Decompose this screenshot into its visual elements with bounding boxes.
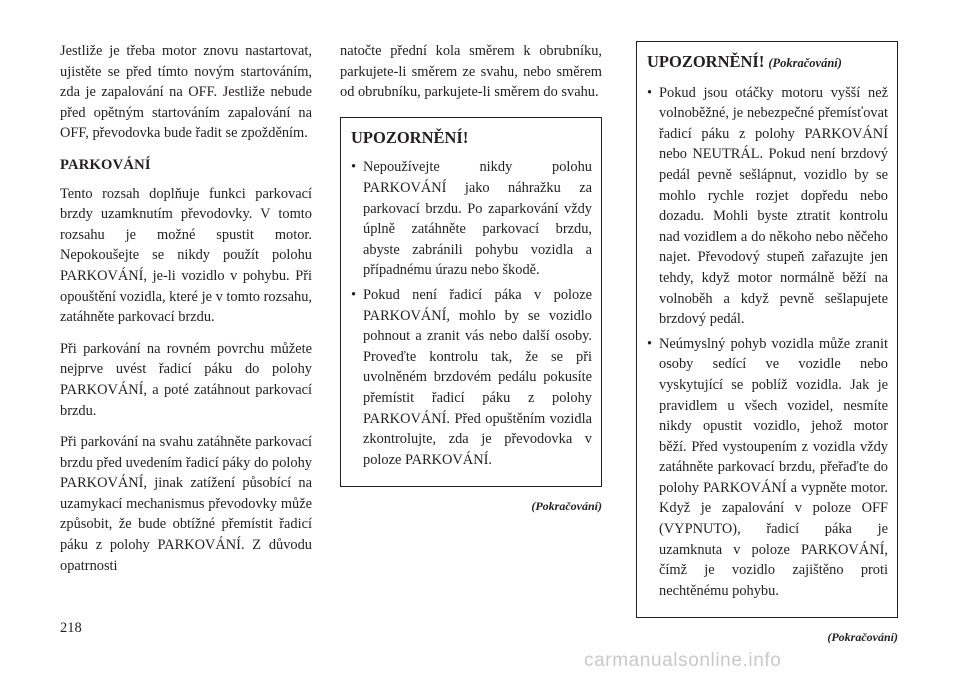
parking-paragraph-3: Při parkování na svahu zatáhněte parkovací brzdu před uvedením řadicí páky do polohy PARKOVÁNÍ, jinak zatížení působící na uzamykací mechanismus převodovky může způsobit, že bude obtížné přemístit řadicí páku z polohy PARKOVÁNÍ. Z důvodu opatrnosti bbox=[60, 434, 312, 574]
watermark: carmanualsonline.info bbox=[584, 650, 782, 671]
warning-item bbox=[647, 83, 888, 330]
right-column bbox=[636, 41, 898, 648]
bullet-icon: • bbox=[647, 335, 653, 352]
left-column bbox=[60, 41, 312, 587]
continued-note: (Pokračování) bbox=[827, 630, 898, 645]
warning-title bbox=[351, 128, 592, 149]
warning-list bbox=[351, 157, 592, 470]
bullet-icon: • bbox=[647, 84, 653, 101]
warning-item-text: Pokud není řadicí páka v poloze PARKOVÁNÍ, mohlo by se vozidlo pohnout a zranit vás nebo další osoby. Proveďte kontrolu tak, že se při uvolněném brzdovém pedálu pokusíte přemístit řadicí páku z polohy PARKOVÁNÍ. Před opuštěním vozidla zkontrolujte, zda je převodovka v poloze PARKOVÁNÍ. bbox=[363, 286, 592, 468]
page-number: 218 bbox=[60, 620, 82, 636]
warning-item-text: Nepoužívejte nikdy polohu PARKOVÁNÍ jako náhražku za parkovací brzdu. Po zaparkování vždy úplně zatáhněte parkovací brzdu, abyste zabránili pohybu vozidla a případnému úrazu nebo škodě. bbox=[363, 159, 592, 279]
warning-item bbox=[351, 157, 592, 281]
warning-item bbox=[351, 285, 592, 470]
warning-box-continued bbox=[636, 41, 898, 618]
continued-paragraph: natočte přední kola směrem k obrubníku, parkujete-li směrem ze svahu, nebo směrem od obrubníku, parkujete-li směrem do svahu. bbox=[340, 43, 602, 101]
warning-box bbox=[340, 117, 602, 488]
intro-paragraph: Jestliže je třeba motor znovu nastartovat, ujistěte se před tímto novým startováním, zda je zapalování na OFF. Jestliže nebude před opětným startováním zapalování na OFF, převodovka bude řadit se zpožděním. bbox=[60, 43, 312, 142]
bullet-icon: • bbox=[351, 159, 357, 176]
warning-title-continued: (Pokračování) bbox=[768, 56, 842, 70]
continued-note: (Pokračování) bbox=[531, 499, 602, 514]
warning-list bbox=[647, 83, 888, 602]
middle-column bbox=[340, 41, 602, 517]
warning-item-text: Pokud jsou otáčky motoru vyšší než volnoběžné, je nebezpečné přemísťovat řadicí páku z polohy PARKOVÁNÍ nebo NEUTRÁL. Pokud není brzdový pedál pevně sešlápnut, vozidlo by se mohlo rychle rozjet dopředu nebo dozadu. Mohli byste ztratit kontrolu nad vozidlem a do někoho nebo něčeho najet. Převodový stupeň zařazujte jen tehdy, když motor normálně běží na volnoběh a když pevně sešlapujete brzdový pedál. bbox=[659, 84, 888, 328]
bullet-icon: • bbox=[351, 286, 357, 303]
warning-title-text: UPOZORNĚNÍ! bbox=[647, 52, 765, 71]
parking-paragraph-2: Při parkování na rovném povrchu můžete nejprve uvést řadicí páku do polohy PARKOVÁNÍ, a poté zatáhnout parkovací brzdu. bbox=[60, 340, 312, 419]
warning-title-text: UPOZORNĚNÍ! bbox=[351, 127, 469, 147]
warning-title bbox=[647, 52, 888, 74]
section-heading-parking: PARKOVÁNÍ bbox=[60, 156, 151, 173]
parking-paragraph-1: Tento rozsah doplňuje funkci parkovací brzdy uzamknutím převodovky. V tomto rozsahu je možné spustit motor. Nepokoušejte se nikdy použít polohu PARKOVÁNÍ, je-li vozidlo v pohybu. Při opouštění vozidla, které je v tomto rozsahu, zatáhněte parkovací brzdu. bbox=[60, 185, 312, 326]
warning-item bbox=[647, 334, 888, 602]
warning-item-text: Neúmyslný pohyb vozidla může zranit osoby sedící ve vozidle nebo vyskytující se poblíž vozidla. Jak je pravidlem u všech vozidel, nesmíte nikdy opustit vozidlo, jehož motor běží. Před vystoupením z vozidla vždy zatáhněte parkovací brzdu, přeřaďte do polohy PARKOVÁNÍ a vypněte motor. Když je zapalování v poloze OFF (VYPNUTO), řadicí páka je uzamknuta v poloze PARKOVÁNÍ, čímž je vozidlo zajištěno proti nechtěnému pohybu. bbox=[659, 335, 888, 599]
